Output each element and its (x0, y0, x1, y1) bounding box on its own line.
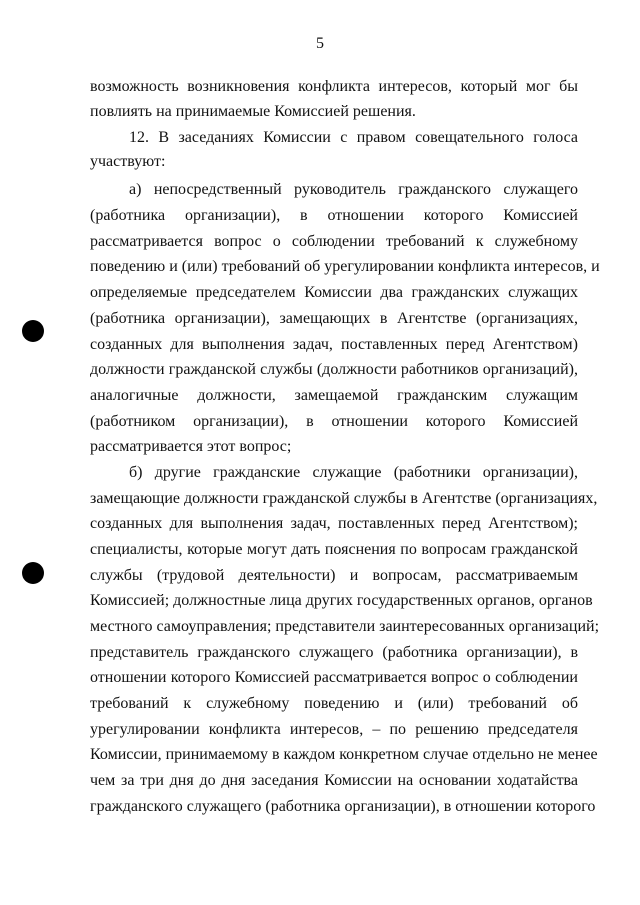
text-line: урегулировании конфликта интересов, – по решению председателя (90, 721, 578, 738)
text-line: участвуют: (90, 153, 166, 170)
text-line: аналогичные должности, замещаемой гражданским служащим (90, 387, 578, 404)
text-line: 12. В заседаниях Комиссии с правом совещательного голоса (129, 129, 578, 146)
text-line: специалисты, которые могут дать пояснения по вопросам гражданской (90, 541, 578, 558)
text-line: замещающие должности гражданской службы в Агентстве (организациях, (90, 490, 598, 507)
text-line: представитель гражданского служащего (работника организации), в (90, 644, 578, 661)
page-number: 5 (316, 35, 324, 52)
text-line: гражданского служащего (работника организации), в отношении которого (90, 798, 596, 815)
text-line: службы (трудовой деятельности) и вопросам, рассматриваемым (90, 567, 578, 584)
text-line: поведению и (или) требований об урегулировании конфликта интересов, и (90, 258, 600, 275)
text-line: (работника организации), в отношении которого Комиссией (90, 207, 578, 224)
text-line: созданных для выполнения задач, поставленных перед Агентством) (90, 336, 578, 353)
text-line: повлиять на принимаемые Комиссией решения. (90, 103, 416, 120)
punch-hole-upper (22, 320, 44, 342)
text-line: созданных для выполнения задач, поставленных перед Агентством); (90, 515, 578, 532)
text-line: Комиссией; должностные лица других государственных органов, органов (90, 592, 593, 609)
text-line: определяемые председателем Комиссии два гражданских служащих (90, 284, 578, 301)
punch-hole-lower (22, 562, 44, 584)
text-line: Комиссии, принимаемому в каждом конкретном случае отдельно не менее (90, 746, 598, 763)
text-line: требований к служебному поведению и (или) требований об (90, 695, 578, 712)
text-line: возможность возникновения конфликта интересов, который мог бы (90, 78, 578, 95)
text-line: местного самоуправления; представители заинтересованных организаций; (90, 618, 600, 635)
text-line: должности гражданской службы (должности работников организаций), (90, 361, 578, 378)
text-line: а) непосредственный руководитель гражданского служащего (129, 181, 578, 198)
text-line: б) другие гражданские служащие (работники организации), (129, 464, 578, 481)
text-line: чем за три дня до дня заседания Комиссии на основании ходатайства (90, 772, 578, 789)
text-line: рассматривается вопрос о соблюдении требований к служебному (90, 233, 578, 250)
text-line: (работником организации), в отношении которого Комиссией (90, 413, 578, 430)
text-line: рассматривается этот вопрос; (90, 438, 292, 455)
text-line: (работника организации), замещающих в Агентстве (организациях, (90, 310, 578, 327)
text-line: отношении которого Комиссией рассматривается вопрос о соблюдении (90, 669, 578, 686)
